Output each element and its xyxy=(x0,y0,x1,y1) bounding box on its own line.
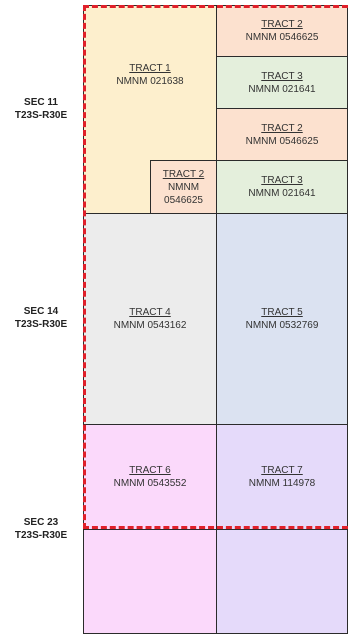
section-name: SEC 14 xyxy=(23,306,59,317)
section-label-11 xyxy=(0,96,82,122)
tract-name: TRACT 3 xyxy=(261,175,303,186)
tract-3-parcel-top xyxy=(216,56,348,109)
tract-serial: NMNM 0532769 xyxy=(245,320,319,331)
tract-name: TRACT 5 xyxy=(261,307,303,318)
tract-serial: NMNM 021641 xyxy=(248,83,316,95)
tract-4-parcel xyxy=(83,213,217,425)
tract-name: TRACT 4 xyxy=(129,307,171,318)
tract-name: TRACT 7 xyxy=(261,465,303,476)
tract-3-parcel-bottom xyxy=(216,160,348,214)
tract-serial: NMNM 021638 xyxy=(116,76,184,87)
tract-name: TRACT 1 xyxy=(129,63,171,74)
tract-serial: NMNM 0543162 xyxy=(113,320,187,331)
tract-serial: NMNM 0546625 xyxy=(245,32,319,43)
tract-7-parcel xyxy=(216,424,348,530)
unleased-parcel-left xyxy=(83,529,217,634)
tract-serial: NMNM 0546625 xyxy=(245,135,319,147)
section-label-14 xyxy=(0,305,82,331)
section-label-23 xyxy=(0,516,82,542)
tract-name: TRACT 3 xyxy=(261,70,303,82)
tract-serial: NMNM 021641 xyxy=(248,188,316,199)
tract-serial: NMNM 0543552 xyxy=(113,478,187,489)
tract-name: TRACT 2 xyxy=(261,19,303,30)
tract-6-parcel xyxy=(83,424,217,530)
tract-serial-line2: 0546625 xyxy=(164,194,203,206)
tract-serial-line1: NMNM xyxy=(167,181,200,193)
section-name: SEC 23 xyxy=(23,517,59,528)
unleased-parcel-right xyxy=(216,529,348,634)
tract-name: TRACT 2 xyxy=(162,168,205,180)
tract-serial: NMNM 114978 xyxy=(248,478,316,489)
tract-2-small-parcel xyxy=(150,160,217,214)
tract-2-parcel-top xyxy=(216,5,348,57)
tract-name: TRACT 6 xyxy=(129,465,171,476)
tract-5-parcel xyxy=(216,213,348,425)
tract-2-parcel-middle xyxy=(216,108,348,161)
section-name: SEC 11 xyxy=(24,97,58,108)
tract-name: TRACT 2 xyxy=(261,122,303,134)
section-township: T23S-R30E xyxy=(14,319,68,330)
section-township: T23S-R30E xyxy=(14,530,68,541)
section-township: T23S-R30E xyxy=(14,110,68,121)
